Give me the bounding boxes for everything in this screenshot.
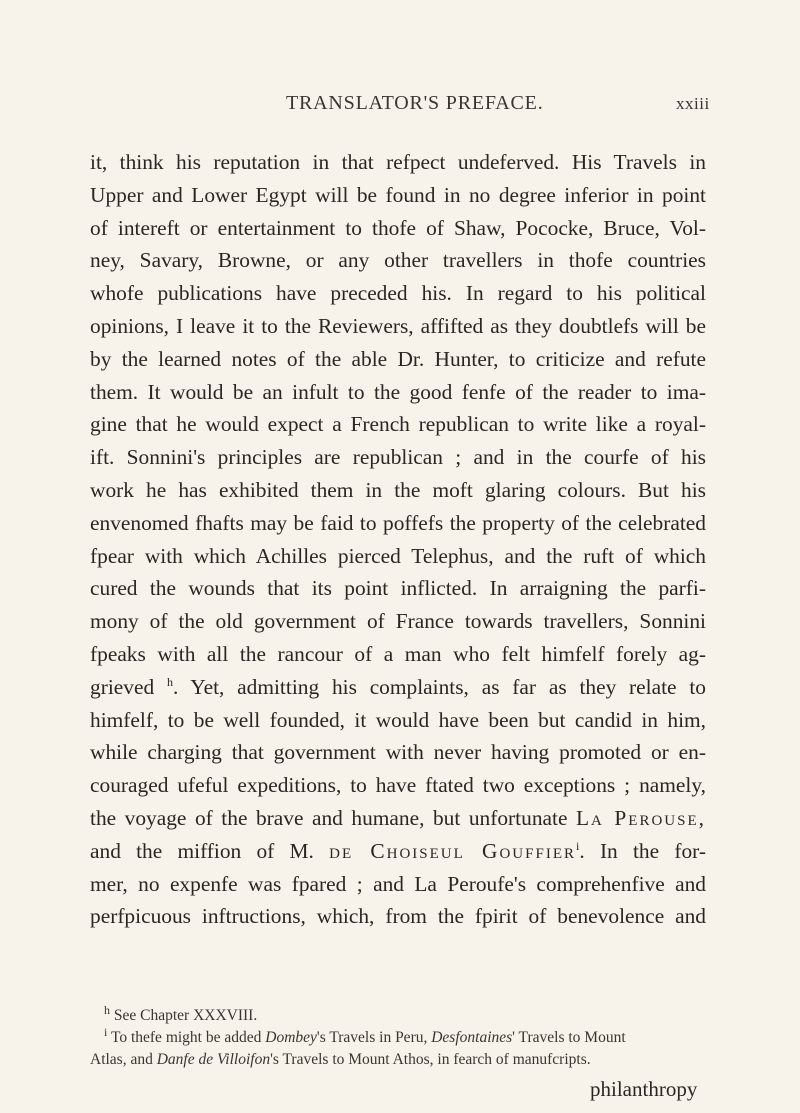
text-segment: and the miffion of M.	[90, 838, 314, 863]
text-line: gine that he would expect a French republican to write like a royal-	[90, 412, 706, 437]
text-line: whofe publications have preceded his. In regard to his political	[90, 281, 706, 306]
text-line: mony of the old government of France towards travellers, Sonnini	[90, 609, 706, 634]
text-segment: In the for-	[599, 838, 706, 863]
text-line: envenomed fhafts may be faid to poffefs the property of the celebrated	[90, 510, 706, 535]
footnote-i-continued	[90, 1049, 706, 1071]
catchword: philanthropy	[590, 1077, 698, 1101]
text-line: fpear with which Achilles pierced Telephus, and the ruft of which	[90, 543, 706, 568]
proper-name-choiseul-gouffier: de Choiseul Gouffier	[329, 838, 576, 863]
footnote-text: See Chapter XXXVIII.	[113, 1007, 258, 1024]
text-line: himfelf, to be well founded, it would have been but candid in him,	[90, 707, 706, 732]
text-line: perfpicuous inftructions, which, from the fpirit of benevolence and	[90, 904, 706, 929]
text-line: by the learned notes of the able Dr. Hunter, to criticize and refute	[90, 346, 706, 371]
text-segment: the voyage of the brave and humane, but unfortunate	[90, 805, 568, 830]
footnotes	[90, 1002, 706, 1071]
text-line: of intereft or entertainment to thofe of Shaw, Pococke, Bruce, Vol-	[90, 215, 706, 240]
text-line: it, think his reputation in that refpect undeferved. His Travels in	[90, 150, 706, 174]
footnote-text: 's Travels in Peru,	[316, 1029, 432, 1046]
footnote-ref-i: i	[576, 838, 580, 853]
footnote-text: To thefe might be added	[110, 1029, 266, 1046]
footnote-ref-h: h	[166, 674, 173, 689]
text-line: opinions, I leave it to the Reviewers, affifted as they doubtlefs will be	[90, 313, 706, 338]
footnote-marker: h	[104, 1002, 110, 1017]
text-line: ney, Savary, Browne, or any other travellers in thofe countries	[90, 248, 706, 273]
footnote-h	[90, 1002, 706, 1027]
footnote-text: ' Travels to Mount	[512, 1029, 626, 1046]
text-line: mer, no expenfe was fpared ; and La Peroufe's comprehenfive and	[90, 871, 706, 896]
footnote-text: Atlas, and	[90, 1051, 157, 1068]
text-segment: Yet, admitting his complaints, as far as they relate to	[190, 674, 706, 699]
text-line: couraged ufeful expeditions, to have ftated two exceptions ; namely,	[90, 773, 706, 798]
footnote-italic: Danfe de Villoifon	[156, 1051, 271, 1068]
text-line: grieved $^h$. Yet, admitting his complaints, as far as they relate to	[90, 674, 706, 699]
text-line: ift. Sonnini's principles are republican ; and in the courfe of his	[90, 445, 706, 470]
text-line: cured the wounds that its point inflicted. In arraigning the parfi-	[90, 576, 706, 601]
page-number: xxiii	[676, 94, 710, 113]
text-segment: grieved	[90, 674, 155, 699]
footnote-i	[90, 1024, 706, 1049]
text-line	[90, 802, 706, 835]
proper-name-la-perouse: La Perouse,	[575, 805, 706, 830]
footnote-italic: Desfontaines	[431, 1029, 513, 1046]
text-line: work he has exhibited them in the moft glaring colours. But his	[90, 477, 706, 502]
running-title: TRANSLATOR'S PREFACE.	[286, 92, 544, 114]
running-head	[0, 92, 800, 122]
body-text	[90, 146, 706, 933]
footnote-marker: i	[104, 1024, 108, 1039]
footnote-italic: Dombey	[265, 1029, 317, 1046]
text-line: and the miffion of M. de Choiseul Gouffier$^i$. In the for-	[90, 838, 706, 863]
footnote-text: 's Travels to Mount Athos, in fearch of manufcripts.	[270, 1051, 591, 1068]
text-line: while charging that government with never having promoted or en-	[90, 740, 706, 765]
text-line: fpeaks with all the rancour of a man who felt himfelf forely ag-	[90, 641, 706, 666]
text-line: Upper and Lower Egypt will be found in no degree inferior in point	[90, 182, 706, 207]
text-line: them. It would be an infult to the good fenfe of the reader to ima-	[90, 379, 706, 404]
